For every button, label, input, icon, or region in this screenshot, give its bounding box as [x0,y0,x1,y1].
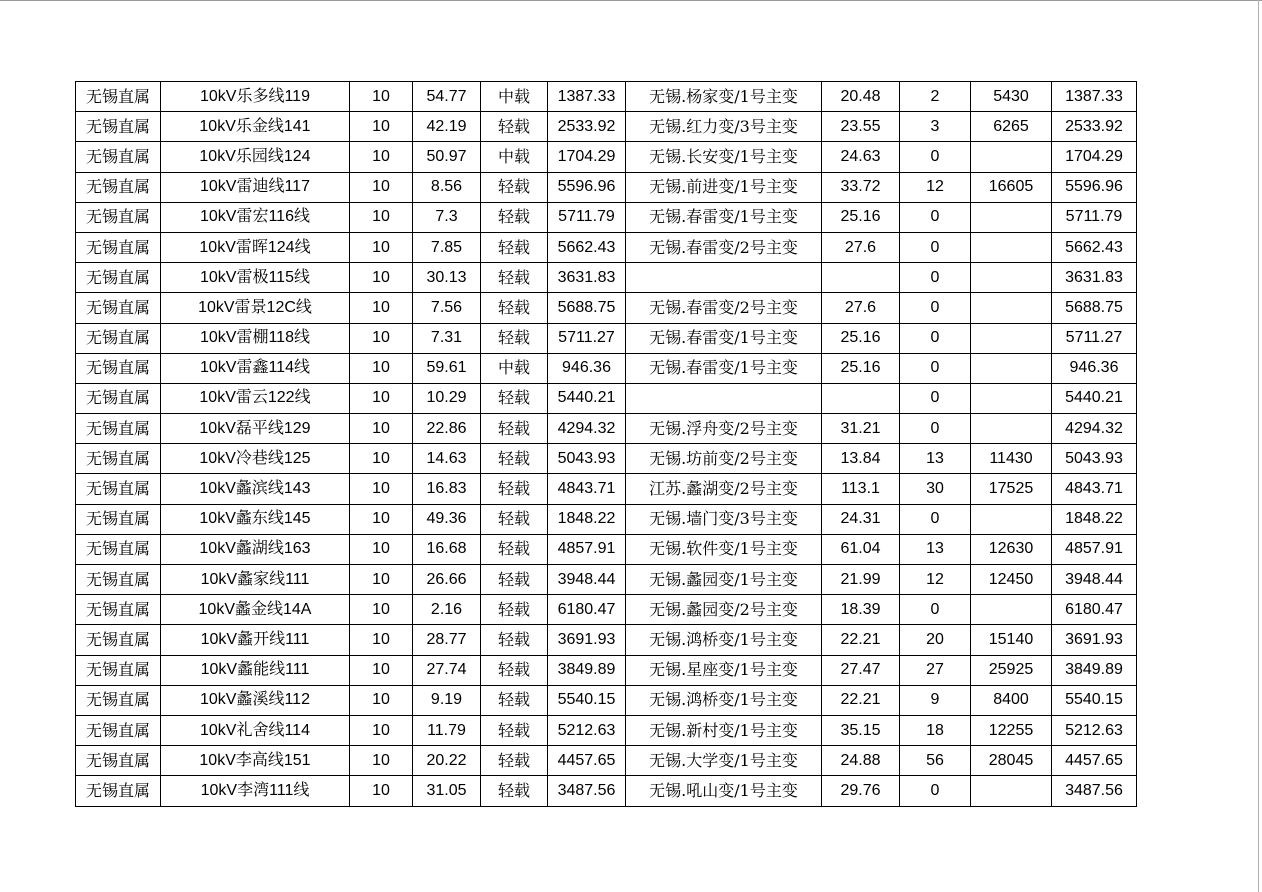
substation-cell: 无锡.春雷变/1号主变 [626,323,822,353]
total-capacity-cell [971,263,1052,293]
unit-cell: 无锡直属 [76,595,161,625]
substation-cell: 无锡.春雷变/2号主变 [626,232,822,262]
load-rate-cell: 16.68 [413,534,481,564]
line-name-cell: 10kV雷鑫114线 [161,353,350,383]
unit-cell: 无锡直属 [76,172,161,202]
load-level-cell: 轻载 [481,444,548,474]
line-name-cell: 10kV蠡家线111 [161,565,350,595]
total-capacity-cell: 16605 [971,172,1052,202]
available-capacity-cell: 5688.75 [1052,293,1137,323]
unit-cell: 无锡直属 [76,715,161,745]
voltage-cell: 10 [350,595,413,625]
line-name-cell: 10kV雷宏116线 [161,202,350,232]
line-name-cell: 10kV乐金线141 [161,112,350,142]
line-name-cell: 10kV蠡能线111 [161,655,350,685]
load-rate-cell: 14.63 [413,444,481,474]
load-rate-cell: 31.05 [413,776,481,806]
load-rate-cell: 50.97 [413,142,481,172]
table-row [76,746,1137,776]
table-row [76,414,1137,444]
total-capacity-cell [971,142,1052,172]
voltage-cell: 10 [350,112,413,142]
substation-cell: 无锡.墙门变/3号主变 [626,504,822,534]
load-rate-cell: 27.74 [413,655,481,685]
unit-cell: 无锡直属 [76,232,161,262]
count-cell: 2 [900,82,971,112]
substation-load-rate-cell: 25.16 [822,353,900,383]
count-cell: 0 [900,353,971,383]
capacity-cell: 4294.32 [548,414,626,444]
available-capacity-cell: 3631.83 [1052,263,1137,293]
count-cell: 0 [900,595,971,625]
count-cell: 13 [900,534,971,564]
voltage-cell: 10 [350,263,413,293]
substation-load-rate-cell: 27.6 [822,293,900,323]
substation-load-rate-cell: 22.21 [822,625,900,655]
table-row [76,715,1137,745]
substation-load-rate-cell: 61.04 [822,534,900,564]
capacity-cell: 5212.63 [548,715,626,745]
capacity-cell: 946.36 [548,353,626,383]
capacity-cell: 3691.93 [548,625,626,655]
load-level-cell: 轻载 [481,172,548,202]
substation-load-rate-cell: 31.21 [822,414,900,444]
load-rate-cell: 9.19 [413,685,481,715]
available-capacity-cell: 5711.27 [1052,323,1137,353]
load-rate-cell: 30.13 [413,263,481,293]
total-capacity-cell: 17525 [971,474,1052,504]
total-capacity-cell: 25925 [971,655,1052,685]
unit-cell: 无锡直属 [76,565,161,595]
load-level-cell: 轻载 [481,263,548,293]
table-row [76,776,1137,806]
voltage-cell: 10 [350,414,413,444]
voltage-cell: 10 [350,232,413,262]
substation-load-rate-cell: 29.76 [822,776,900,806]
available-capacity-cell: 4294.32 [1052,414,1137,444]
load-level-cell: 轻载 [481,776,548,806]
voltage-cell: 10 [350,444,413,474]
table-row [76,383,1137,413]
capacity-cell: 4457.65 [548,746,626,776]
substation-load-rate-cell: 27.47 [822,655,900,685]
capacity-cell: 5662.43 [548,232,626,262]
table-row [76,685,1137,715]
page-top-border [0,0,1262,1]
count-cell: 0 [900,293,971,323]
load-rate-cell: 8.56 [413,172,481,202]
table-row [76,202,1137,232]
substation-cell: 无锡.红力变/3号主变 [626,112,822,142]
line-capacity-table [75,81,1137,807]
load-rate-cell: 7.85 [413,232,481,262]
substation-cell: 江苏.蠡湖变/2号主变 [626,474,822,504]
available-capacity-cell: 5662.43 [1052,232,1137,262]
total-capacity-cell [971,776,1052,806]
table-row [76,444,1137,474]
substation-cell: 无锡.大学变/1号主变 [626,746,822,776]
available-capacity-cell: 1387.33 [1052,82,1137,112]
total-capacity-cell: 5430 [971,82,1052,112]
voltage-cell: 10 [350,565,413,595]
substation-load-rate-cell [822,263,900,293]
substation-load-rate-cell: 35.15 [822,715,900,745]
capacity-cell: 5596.96 [548,172,626,202]
voltage-cell: 10 [350,353,413,383]
load-level-cell: 中载 [481,142,548,172]
load-rate-cell: 7.56 [413,293,481,323]
capacity-cell: 5043.93 [548,444,626,474]
capacity-cell: 3487.56 [548,776,626,806]
capacity-cell: 6180.47 [548,595,626,625]
available-capacity-cell: 5540.15 [1052,685,1137,715]
load-rate-cell: 28.77 [413,625,481,655]
line-name-cell: 10kV雷迪线117 [161,172,350,202]
voltage-cell: 10 [350,383,413,413]
available-capacity-cell: 946.36 [1052,353,1137,383]
available-capacity-cell: 1848.22 [1052,504,1137,534]
line-name-cell: 10kV蠡溪线112 [161,685,350,715]
table-row [76,263,1137,293]
capacity-cell: 2533.92 [548,112,626,142]
voltage-cell: 10 [350,746,413,776]
line-name-cell: 10kV乐多线119 [161,82,350,112]
count-cell: 0 [900,232,971,262]
load-level-cell: 轻载 [481,534,548,564]
substation-cell: 无锡.浮舟变/2号主变 [626,414,822,444]
load-level-cell: 轻载 [481,685,548,715]
voltage-cell: 10 [350,142,413,172]
total-capacity-cell [971,232,1052,262]
substation-load-rate-cell: 21.99 [822,565,900,595]
load-level-cell: 轻载 [481,383,548,413]
unit-cell: 无锡直属 [76,112,161,142]
voltage-cell: 10 [350,474,413,504]
table-row [76,504,1137,534]
count-cell: 12 [900,172,971,202]
voltage-cell: 10 [350,504,413,534]
substation-cell: 无锡.鸿桥变/1号主变 [626,625,822,655]
load-rate-cell: 7.31 [413,323,481,353]
line-name-cell: 10kV礼舍线114 [161,715,350,745]
substation-load-rate-cell: 22.21 [822,685,900,715]
capacity-cell: 5688.75 [548,293,626,323]
voltage-cell: 10 [350,625,413,655]
unit-cell: 无锡直属 [76,534,161,564]
load-rate-cell: 16.83 [413,474,481,504]
unit-cell: 无锡直属 [76,202,161,232]
voltage-cell: 10 [350,82,413,112]
count-cell: 0 [900,776,971,806]
capacity-cell: 5540.15 [548,685,626,715]
load-level-cell: 中载 [481,353,548,383]
voltage-cell: 10 [350,715,413,745]
available-capacity-cell: 4457.65 [1052,746,1137,776]
capacity-cell: 5440.21 [548,383,626,413]
load-level-cell: 轻载 [481,323,548,353]
count-cell: 13 [900,444,971,474]
line-name-cell: 10kV冷巷线125 [161,444,350,474]
count-cell: 30 [900,474,971,504]
voltage-cell: 10 [350,655,413,685]
voltage-cell: 10 [350,776,413,806]
capacity-cell: 5711.27 [548,323,626,353]
capacity-cell: 3948.44 [548,565,626,595]
table-row [76,655,1137,685]
total-capacity-cell [971,323,1052,353]
load-rate-cell: 20.22 [413,746,481,776]
available-capacity-cell: 6180.47 [1052,595,1137,625]
line-name-cell: 10kV乐园线124 [161,142,350,172]
available-capacity-cell: 5043.93 [1052,444,1137,474]
count-cell: 20 [900,625,971,655]
count-cell: 12 [900,565,971,595]
total-capacity-cell [971,504,1052,534]
substation-cell: 无锡.春雷变/2号主变 [626,293,822,323]
table-row [76,625,1137,655]
available-capacity-cell: 4857.91 [1052,534,1137,564]
substation-cell: 无锡.新村变/1号主变 [626,715,822,745]
line-name-cell: 10kV磊平线129 [161,414,350,444]
capacity-cell: 5711.79 [548,202,626,232]
voltage-cell: 10 [350,293,413,323]
unit-cell: 无锡直属 [76,655,161,685]
table-row [76,142,1137,172]
substation-cell: 无锡.蠡园变/1号主变 [626,565,822,595]
unit-cell: 无锡直属 [76,625,161,655]
load-level-cell: 轻载 [481,414,548,444]
voltage-cell: 10 [350,172,413,202]
line-name-cell: 10kV雷晖124线 [161,232,350,262]
substation-load-rate-cell: 23.55 [822,112,900,142]
count-cell: 56 [900,746,971,776]
substation-cell: 无锡.蠡园变/2号主变 [626,595,822,625]
load-level-cell: 轻载 [481,202,548,232]
substation-cell: 无锡.前进变/1号主变 [626,172,822,202]
substation-load-rate-cell: 27.6 [822,232,900,262]
table-row [76,474,1137,504]
unit-cell: 无锡直属 [76,776,161,806]
total-capacity-cell: 11430 [971,444,1052,474]
available-capacity-cell: 5711.79 [1052,202,1137,232]
line-name-cell: 10kV蠡湖线163 [161,534,350,564]
substation-load-rate-cell: 24.88 [822,746,900,776]
total-capacity-cell: 12450 [971,565,1052,595]
count-cell: 0 [900,414,971,444]
substation-cell: 无锡.春雷变/1号主变 [626,202,822,232]
available-capacity-cell: 1704.29 [1052,142,1137,172]
load-level-cell: 轻载 [481,715,548,745]
substation-load-rate-cell: 33.72 [822,172,900,202]
table-row [76,534,1137,564]
capacity-cell: 1387.33 [548,82,626,112]
table-body [76,82,1137,807]
load-rate-cell: 26.66 [413,565,481,595]
unit-cell: 无锡直属 [76,474,161,504]
page-right-border [1258,0,1259,892]
count-cell: 18 [900,715,971,745]
line-name-cell: 10kV雷极115线 [161,263,350,293]
voltage-cell: 10 [350,323,413,353]
substation-cell: 无锡.坊前变/2号主变 [626,444,822,474]
substation-cell: 无锡.鸿桥变/1号主变 [626,685,822,715]
line-name-cell: 10kV蠡东线145 [161,504,350,534]
substation-load-rate-cell: 18.39 [822,595,900,625]
substation-load-rate-cell: 25.16 [822,323,900,353]
line-name-cell: 10kV蠡金线14A [161,595,350,625]
line-name-cell: 10kV雷棚118线 [161,323,350,353]
line-name-cell: 10kV蠡开线111 [161,625,350,655]
substation-load-rate-cell: 113.1 [822,474,900,504]
load-level-cell: 中载 [481,82,548,112]
load-rate-cell: 59.61 [413,353,481,383]
substation-load-rate-cell: 25.16 [822,202,900,232]
load-rate-cell: 22.86 [413,414,481,444]
load-level-cell: 轻载 [481,565,548,595]
voltage-cell: 10 [350,534,413,564]
substation-load-rate-cell: 24.31 [822,504,900,534]
substation-cell: 无锡.吼山变/1号主变 [626,776,822,806]
substation-cell: 无锡.长安变/1号主变 [626,142,822,172]
unit-cell: 无锡直属 [76,414,161,444]
available-capacity-cell: 3948.44 [1052,565,1137,595]
unit-cell: 无锡直属 [76,82,161,112]
table-row [76,353,1137,383]
load-level-cell: 轻载 [481,474,548,504]
total-capacity-cell [971,293,1052,323]
unit-cell: 无锡直属 [76,353,161,383]
substation-cell: 无锡.春雷变/1号主变 [626,353,822,383]
total-capacity-cell: 28045 [971,746,1052,776]
count-cell: 0 [900,504,971,534]
count-cell: 0 [900,383,971,413]
capacity-cell: 3631.83 [548,263,626,293]
substation-cell [626,263,822,293]
line-name-cell: 10kV李湾111线 [161,776,350,806]
load-level-cell: 轻载 [481,232,548,262]
substation-cell: 无锡.杨家变/1号主变 [626,82,822,112]
capacity-cell: 3849.89 [548,655,626,685]
load-level-cell: 轻载 [481,595,548,625]
substation-cell: 无锡.星座变/1号主变 [626,655,822,685]
table-row [76,82,1137,112]
unit-cell: 无锡直属 [76,263,161,293]
available-capacity-cell: 5440.21 [1052,383,1137,413]
voltage-cell: 10 [350,202,413,232]
count-cell: 0 [900,323,971,353]
unit-cell: 无锡直属 [76,746,161,776]
table-row [76,232,1137,262]
total-capacity-cell [971,595,1052,625]
unit-cell: 无锡直属 [76,142,161,172]
substation-cell [626,383,822,413]
load-rate-cell: 42.19 [413,112,481,142]
total-capacity-cell [971,353,1052,383]
count-cell: 0 [900,202,971,232]
load-rate-cell: 11.79 [413,715,481,745]
count-cell: 3 [900,112,971,142]
substation-load-rate-cell: 24.63 [822,142,900,172]
total-capacity-cell: 12630 [971,534,1052,564]
unit-cell: 无锡直属 [76,383,161,413]
load-rate-cell: 10.29 [413,383,481,413]
total-capacity-cell [971,414,1052,444]
available-capacity-cell: 2533.92 [1052,112,1137,142]
available-capacity-cell: 5212.63 [1052,715,1137,745]
capacity-cell: 4857.91 [548,534,626,564]
substation-load-rate-cell [822,383,900,413]
load-level-cell: 轻载 [481,293,548,323]
unit-cell: 无锡直属 [76,293,161,323]
total-capacity-cell: 8400 [971,685,1052,715]
load-level-cell: 轻载 [481,504,548,534]
line-name-cell: 10kV雷云122线 [161,383,350,413]
load-level-cell: 轻载 [481,112,548,142]
available-capacity-cell: 4843.71 [1052,474,1137,504]
load-level-cell: 轻载 [481,655,548,685]
count-cell: 0 [900,142,971,172]
available-capacity-cell: 3849.89 [1052,655,1137,685]
load-rate-cell: 2.16 [413,595,481,625]
voltage-cell: 10 [350,685,413,715]
available-capacity-cell: 3487.56 [1052,776,1137,806]
table-row [76,172,1137,202]
load-rate-cell: 49.36 [413,504,481,534]
capacity-cell: 1704.29 [548,142,626,172]
table-row [76,293,1137,323]
table-row [76,595,1137,625]
load-rate-cell: 54.77 [413,82,481,112]
substation-load-rate-cell: 13.84 [822,444,900,474]
count-cell: 27 [900,655,971,685]
table-row [76,323,1137,353]
load-level-cell: 轻载 [481,625,548,655]
unit-cell: 无锡直属 [76,323,161,353]
count-cell: 9 [900,685,971,715]
substation-cell: 无锡.软件变/1号主变 [626,534,822,564]
line-name-cell: 10kV雷景12C线 [161,293,350,323]
table-row [76,565,1137,595]
available-capacity-cell: 5596.96 [1052,172,1137,202]
total-capacity-cell: 6265 [971,112,1052,142]
line-name-cell: 10kV李高线151 [161,746,350,776]
capacity-cell: 4843.71 [548,474,626,504]
count-cell: 0 [900,263,971,293]
load-rate-cell: 7.3 [413,202,481,232]
total-capacity-cell [971,202,1052,232]
total-capacity-cell: 12255 [971,715,1052,745]
total-capacity-cell: 15140 [971,625,1052,655]
capacity-cell: 1848.22 [548,504,626,534]
total-capacity-cell [971,383,1052,413]
unit-cell: 无锡直属 [76,504,161,534]
load-level-cell: 轻载 [481,746,548,776]
unit-cell: 无锡直属 [76,685,161,715]
substation-load-rate-cell: 20.48 [822,82,900,112]
available-capacity-cell: 3691.93 [1052,625,1137,655]
unit-cell: 无锡直属 [76,444,161,474]
table-row [76,112,1137,142]
line-name-cell: 10kV蠡滨线143 [161,474,350,504]
